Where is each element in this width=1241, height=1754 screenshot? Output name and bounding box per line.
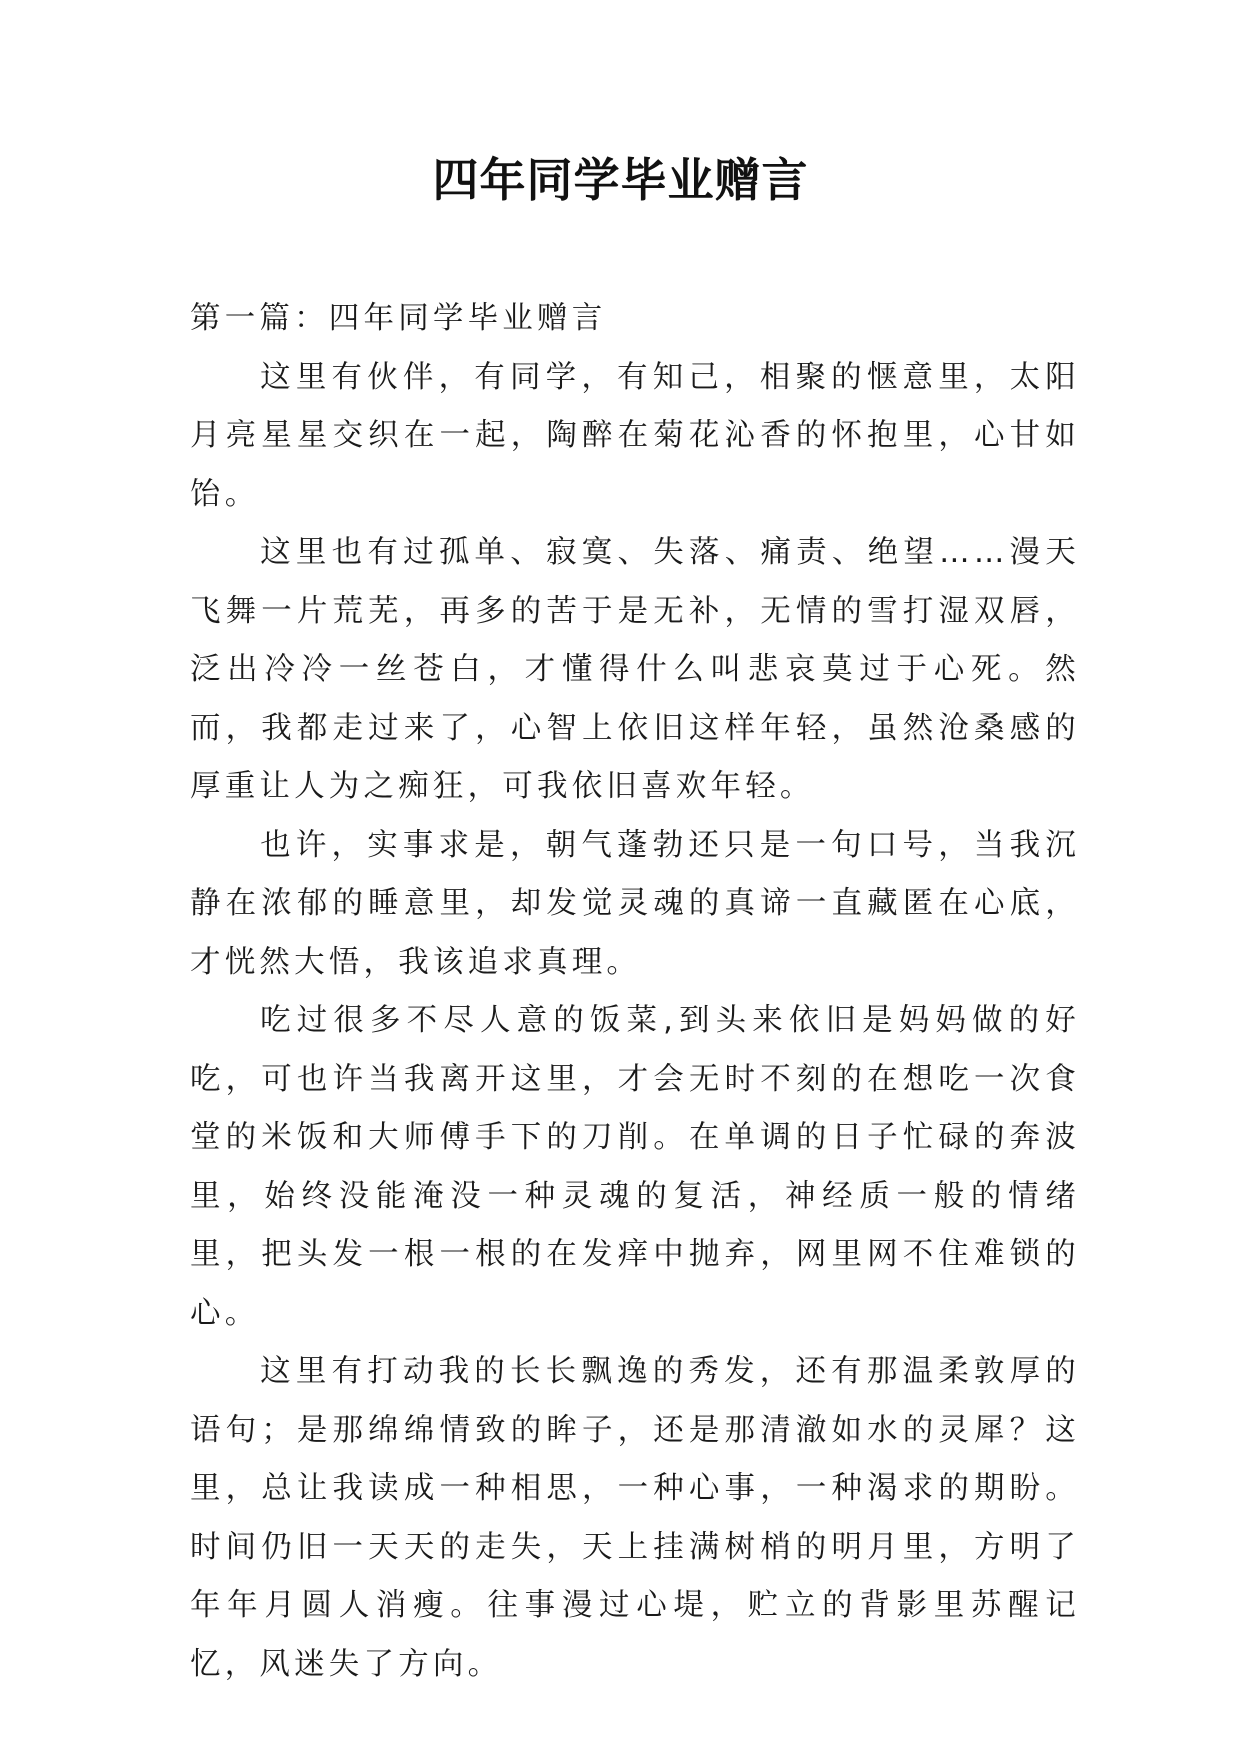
section-heading: 第一篇：四年同学毕业赠言 <box>190 301 607 336</box>
paragraph-5: 这里有打动我的长长飘逸的秀发，还有那温柔敦厚的语句；是那绵绵情致的眸子，还是那清澈如水的灵犀？这里，总让我读成一种相思，一种心事，一种渴求的期盼。时间仍旧一天天的走失，天上挂满树梢的明月里，方明了年年月圆人消瘦。往事漫过心堤，贮立的背影里苏醒记忆，风迷失了方向。 <box>190 1354 1080 1682</box>
paragraph-3: 也许，实事求是，朝气蓬勃还只是一句口号，当我沉静在浓郁的睡意里，却发觉灵魂的真谛一直藏匿在心底，才恍然大悟，我该追求真理。 <box>190 827 1080 980</box>
paragraph-1: 这里有伙伴，有同学，有知己，相聚的惬意里，太阳月亮星星交织在一起，陶醉在菊花沁香的怀抱里，心甘如饴。 <box>190 359 1080 512</box>
document-title: 四年同学毕业赠言 <box>432 153 809 207</box>
paragraph-4: 吃过很多不尽人意的饭菜,到头来依旧是妈妈做的好吃，可也许当我离开这里，才会无时不刻的在想吃一次食堂的米饭和大师傅手下的刀削。在单调的日子忙碌的奔波里，始终没能淹没一种灵魂的复活，神经质一般的情绪里，把头发一根一根的在发痒中抛弃，网里网不住难锁的心。 <box>190 1003 1080 1331</box>
document-body <box>190 290 1080 1694</box>
paragraph-2: 这里也有过孤单、寂寞、失落、痛责、绝望……漫天飞舞一片荒芜，再多的苦于是无补，无情的雪打湿双唇，泛出冷冷一丝苍白，才懂得什么叫悲哀莫过于心死。然而，我都走过来了，心智上依旧这样年轻，虽然沧桑感的厚重让人为之痴狂，可我依旧喜欢年轻。 <box>190 535 1080 804</box>
